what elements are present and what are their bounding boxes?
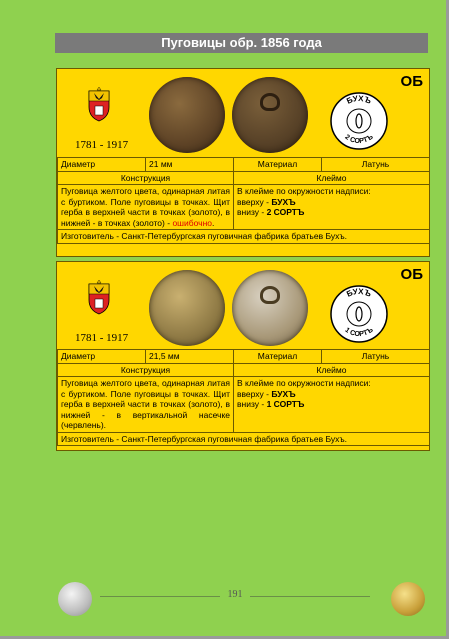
button-front-image <box>149 270 225 346</box>
manufacturer: Изготовитель - Санкт-Петербургская пуговичная фабрика братьев Бухъ. <box>58 432 430 446</box>
years: 1781 - 1917 <box>75 139 129 151</box>
shank-icon <box>260 93 280 111</box>
page-number: 191 <box>220 589 250 600</box>
stamp-intro: В клейме по окружности надписи: <box>237 186 371 196</box>
stamp-bottom-value: 2 СОРТЪ <box>266 207 305 217</box>
construction-label: Конструкция <box>58 363 234 377</box>
stamp-bottom-value: 1 СОРТЪ <box>266 399 305 409</box>
stamp-mark <box>329 91 389 151</box>
stamp-top-line: вверху - БУХЪ <box>237 388 296 399</box>
stamp-bottom-text: 2 СОРТЪ <box>343 133 375 146</box>
construction-description: Пуговица желтого цвета, одинарная литая с буртиком. Поле пуговицы в точках. Щит герба в верхней части в точках (золото), в нижней - в вертикальной насечке (червлень). <box>58 377 234 433</box>
stamp-description <box>234 377 430 433</box>
stamp-top-text: БУХЪ <box>345 93 373 106</box>
material-label: Материал <box>234 158 322 172</box>
material-label: Материал <box>234 350 322 364</box>
page-title: Пуговицы обр. 1856 года <box>55 33 428 53</box>
material-value: Латунь <box>322 350 430 364</box>
button-card-1 <box>56 68 430 257</box>
silver-medal-icon <box>58 582 92 616</box>
info-table <box>57 157 430 244</box>
stamp-top-value: БУХЪ <box>271 196 296 207</box>
button-front-image <box>149 77 225 153</box>
stamp-top-text: БУХЪ <box>345 286 373 299</box>
badge-label: ОБ <box>400 266 423 283</box>
stamp-description <box>234 185 430 230</box>
stamp-intro: В клейме по окружности надписи: <box>237 378 371 388</box>
stamp-mark <box>329 284 389 344</box>
construction-label: Конструкция <box>58 171 234 185</box>
badge-label: ОБ <box>400 73 423 90</box>
info-table <box>57 349 430 446</box>
stamp-label: Клеймо <box>234 363 430 377</box>
stamp-bottom-line: внизу - 2 СОРТЪ <box>237 207 305 217</box>
stamp-top-line: вверху - БУХЪ <box>237 196 296 207</box>
stamp-bottom-line: внизу - 1 СОРТЪ <box>237 399 305 409</box>
gold-medal-icon <box>391 582 425 616</box>
stamp-label: Клеймо <box>234 171 430 185</box>
card-images <box>57 69 429 159</box>
button-card-2 <box>56 261 430 451</box>
coat-of-arms-icon <box>85 280 113 316</box>
shank-icon <box>260 286 280 304</box>
coat-of-arms-icon <box>85 87 113 123</box>
diameter-value: 21 мм <box>146 158 234 172</box>
diameter-value: 21,5 мм <box>146 350 234 364</box>
stamp-bottom-text: 1 СОРТЪ <box>343 326 375 339</box>
diameter-label: Диаметр <box>58 158 146 172</box>
years: 1781 - 1917 <box>75 332 129 344</box>
construction-description: Пуговица желтого цвета, одинарная литая с буртиком. Поле пуговицы в точках. Щит герба в верхней части в точках (золото), в нижней - в точках (золото) - ошибочно. <box>58 185 234 230</box>
stamp-top-value: БУХЪ <box>271 388 296 399</box>
description-note: ошибочно <box>172 217 212 228</box>
button-back-image <box>232 77 308 153</box>
button-back-image <box>232 270 308 346</box>
description-text: Пуговица желтого цвета, одинарная литая с буртиком. Поле пуговицы в точках. Щит герба в верхней части в точках (золото), в нижней - в точках (золото) - <box>61 186 230 228</box>
card-images <box>57 262 429 352</box>
manufacturer: Изготовитель - Санкт-Петербургская пуговичная фабрика братьев Бухъ. <box>58 230 430 244</box>
diameter-label: Диаметр <box>58 350 146 364</box>
material-value: Латунь <box>322 158 430 172</box>
